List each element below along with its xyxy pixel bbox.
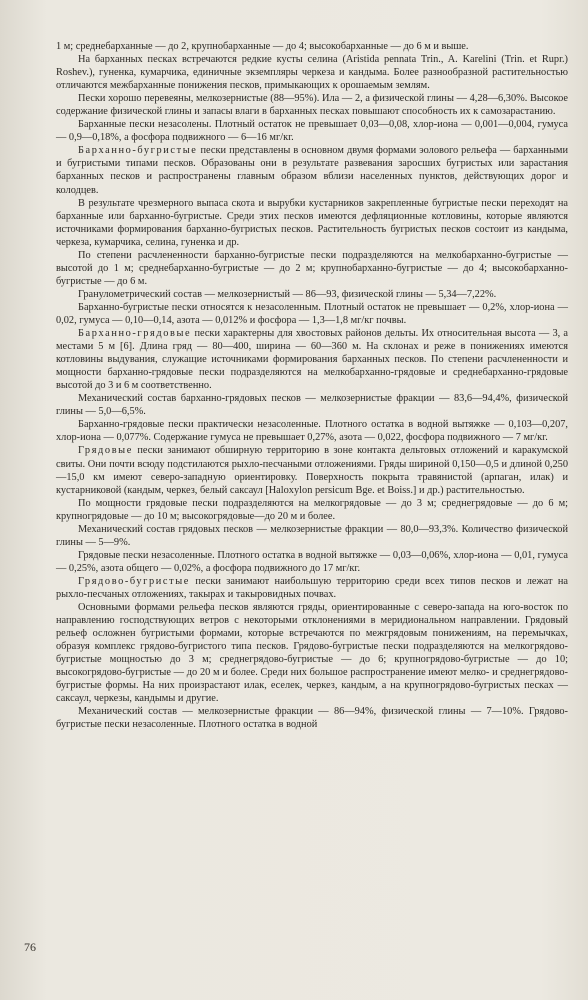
section-lead-term: Грядово-бугристые [78, 575, 190, 587]
paragraph: Механический состав грядовых песков — мелкозернистые фракции — 80,0—93,3%. Количество физической глины — 5—9%. [56, 523, 568, 548]
paragraph: Механический состав — мелкозернистые фракции — 86—94%, физической глины — 7—10%. Грядово-бугристые пески незасоленные. Плотного остатка в водной [56, 706, 568, 731]
paragraph: Основными формами рельефа песков являются гряды, ориентированные с северо-запада на юго-восток по направлению господствующих ветров с некоторыми отклонениями в меридиональном направлении. Грядовый рельеф осложнен бугристыми формами, которые встречаются по межгрядовым понижениям, на перемычках, образуя комплекс грядово-бугристого типа песков. Грядово-бугристые пески подразделяются на мелкогрядово-бугристые мощностью до 3 м; среднегрядово-бугристые — до 6; крупногрядово-бугристые — до 10; высокогрядово-бугристые — до 20 м и более. Среди них большое распространение имеют мелко- и среднегрядово-бугристые формы. На них произрастают илак, еселек, черкез, кандым, а на крупногрядово-бугристых песках — саксаул, черкезы, кандымы и другие. [56, 602, 568, 705]
paragraph: По степени расчлененности барханно-бугристые пески подразделяются на мелкобарханно-бугристые — высотой до 1 м; среднебарханно-бугристые — до 2 м; крупнобарханно-бугристые — до 4; высокобарханно-бугристые — до 6 м. [56, 249, 568, 287]
paragraph: Механический состав барханно-грядовых песков — мелкозернистые фракции — 83,6—94,4%, физической глины — 5,0—6,5%. [56, 393, 568, 418]
paragraph: По мощности грядовые пески подразделяются на мелкогрядовые — до 3 м; среднегрядовые — до 6 м; крупногрядовые — до 10 м; высокогрядовые—до 20 м и более. [56, 497, 568, 522]
page-number: 76 [24, 940, 36, 954]
body-text [56, 40, 568, 731]
paragraph: Барханно-бугристые пески представлены в основном двумя формами эолового рельефа — барханными и бугристыми типами песков. Образованы они в результате развевания заросших бугристых или зарастания барханных песков и распространены главным образом вблизи населенных пунктов, действующих дорог и колодцев. [56, 145, 568, 196]
paragraph: В результате чрезмерного выпаса скота и вырубки кустарников закрепленные бугристые пески переходят на барханные или барханно-бугристые. Среди этих песков имеются дефляционные котловины, которые являются источниками формирования барханно-бугристых песков. Растительность бугристых песков состоит из кандыма, черкеза, кумарчика, селина, гуненка и др. [56, 197, 568, 248]
section-lead-term: Барханно-грядовые [78, 328, 192, 340]
section-lead-term: Грядовые [78, 445, 133, 457]
paragraph: Барханно-бугристые пески относятся к незасоленным. Плотный остаток не превышает — 0,2%, хлор-иона — 0,02, гумуса — 0,10—0,14, азота — 0,012% и фосфора — 1,3—1,8 мг/кг почвы. [56, 301, 568, 326]
paragraph: Гранулометрический состав — мелкозернистый — 86—93, физической глины — 5,34—7,22%. [78, 288, 497, 300]
paragraph: Барханно-грядовые пески практически незасоленные. Плотного остатка в водной вытяжке — 0,103—0,207, хлор-иона — 0,077%. Содержание гумуса не превышает 0,27%, азота — 0,022, фосфора подвижного — 7 мг/кг. [56, 419, 568, 444]
paragraph: Барханные пески незасолены. Плотный остаток не превышает 0,03—0,08, хлор-иона — 0,001—0,004, гумуса — 0,9—0,18%, а фосфора подвижного — 6—16 мг/кг. [56, 119, 568, 144]
paragraph: На барханных песках встречаются редкие кусты селина (Aristida pennata Trin., A. Karelini (Trin. et Rupr.) Roshev.), гуненка, кумарчика, единичные экземпляры черкеза и кандыма. Более разнообразной растительностью отличаются межбарханные понижения песков, примыкающих к орошаемым землям. [56, 54, 568, 92]
paragraph: 1 м; среднебарханные — до 2, крупнобарханные — до 4; высокобарханные — до 6 м и выше. [56, 41, 469, 52]
paragraph: Барханно-грядовые пески характерны для хвостовых районов дельты. Их относительная высота — 3, а местами 5 м [6]. Длина гряд — 80—400, ширина — 60—360 м. На склонах и реже в понижениях имеются котловины выдувания, служащие источниками формирования барханных песков. По степени расчлененности и мощности барханно-грядовые пески подразделяются на мелкобарханно-грядовые и среднебарханно-грядовые высотой до 3 и 6 м соответственно. [56, 328, 568, 392]
section-lead-term: Барханно-бугристые [78, 145, 198, 157]
paragraph: Грядово-бугристые пески занимают наибольшую территорию среди всех типов песков и лежат на рыхло-песчаных отложениях, такырах и такыровидных почвах. [56, 575, 568, 600]
paragraph: Грядовые пески занимают обширную территорию в зоне контакта дельтовых отложений и каракумской свиты. Они почти всюду подстилаются рыхло-песчаными отложениями. Гряды шириной 0,150—0,5 и длиной 0,250—15,0 км имеют северо-западную ориентировку. Поверхность покрыта травянистой (арпаган, илак) и кустарниковой (кандым, черкез, белый саксаул [Haloxylon persicum Bge. et Boiss.] и др.) растительностью. [56, 445, 568, 496]
paragraph: Грядовые пески незасоленные. Плотного остатка в водной вытяжке — 0,03—0,06%, хлор-иона — 0,01, гумуса — 0,25%, азота общего — 0,02%, а фосфора подвижного до 17 мг/кг. [56, 549, 568, 574]
paragraph: Пески хорошо перевеяны, мелкозернистые (88—95%). Ила — 2, а физической глины — 4,28—6,30%. Высокое содержание физической глины и запасы влаги в барханных песках повышают способность их к самозарастанию. [56, 93, 568, 118]
